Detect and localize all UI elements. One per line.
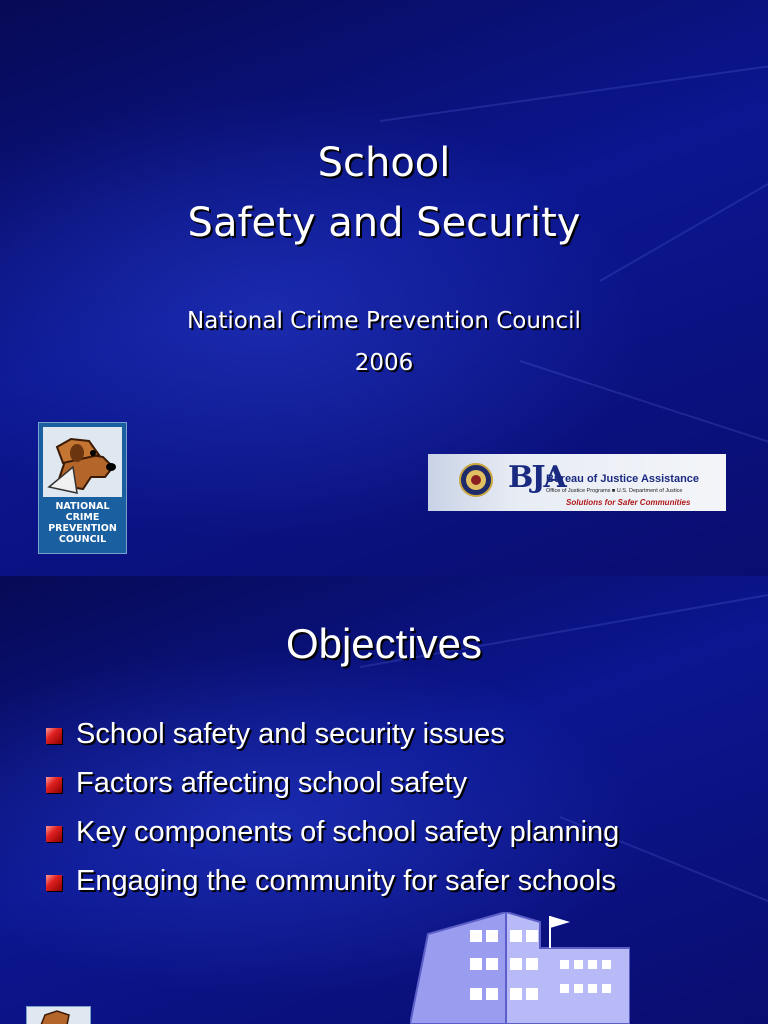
slide-objectives bbox=[0, 576, 768, 1024]
ncpc-logo-text: NATIONAL CRIME PREVENTION COUNCIL bbox=[48, 501, 117, 545]
objectives-title: Objectives bbox=[285, 620, 483, 667]
organization-name: National Crime Prevention Council bbox=[187, 308, 581, 334]
slide-title-line-1: School bbox=[317, 140, 451, 186]
doj-seal-icon bbox=[458, 462, 494, 498]
background-streak bbox=[380, 62, 768, 122]
bja-logo bbox=[428, 454, 726, 511]
list-item: Engaging the community for safer schools bbox=[46, 863, 619, 912]
ncpc-logo-small bbox=[26, 1006, 91, 1024]
bja-subtitle: Office of Justice Programs ■ U.S. Department of Justice bbox=[546, 488, 683, 494]
school-building-icon bbox=[410, 912, 630, 1024]
list-item: Factors affecting school safety bbox=[46, 765, 619, 814]
list-item: School safety and security issues bbox=[46, 716, 619, 765]
bullet-square-icon bbox=[46, 875, 62, 891]
ncpc-logo bbox=[38, 422, 127, 554]
bullet-square-icon bbox=[46, 728, 62, 744]
bja-tagline: Solutions for Safer Communities bbox=[566, 498, 691, 507]
slide-title-line-2: Safety and Security bbox=[187, 200, 581, 246]
objectives-list bbox=[46, 716, 619, 912]
bullet-square-icon bbox=[46, 777, 62, 793]
year: 2006 bbox=[354, 350, 414, 376]
list-item: Key components of school safety planning bbox=[46, 814, 619, 863]
bullet-square-icon bbox=[46, 826, 62, 842]
bja-mark: BJA bbox=[508, 460, 565, 495]
mcgruff-dog-icon bbox=[43, 427, 122, 497]
bja-name: Bureau of Justice Assistance bbox=[546, 473, 700, 485]
